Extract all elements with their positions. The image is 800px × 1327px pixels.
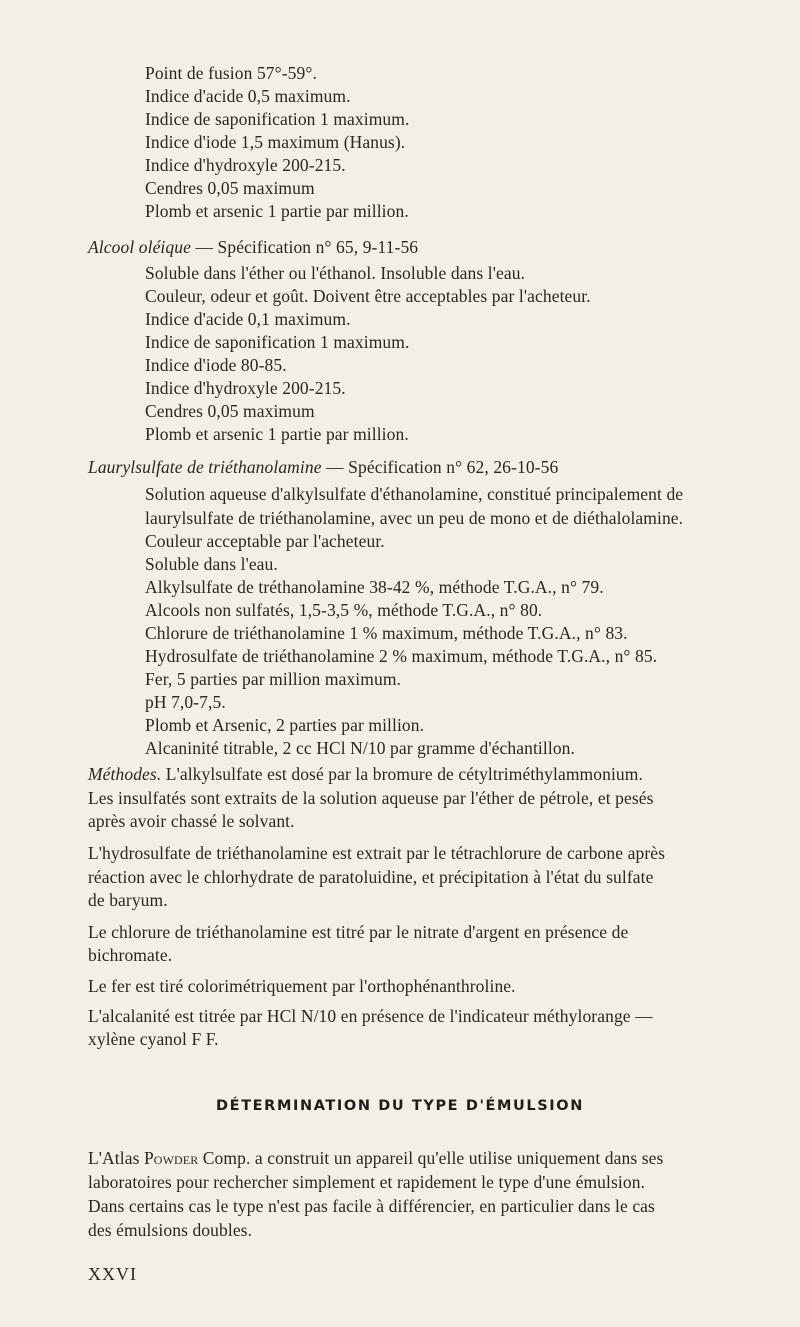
- spec-reference: — Spécification n° 62, 26-10-56: [321, 457, 559, 477]
- section-title: Méthodes.: [88, 764, 162, 784]
- paragraph-line: Le fer est tiré colorimétriquement par l'orthophénanthroline.: [88, 976, 516, 996]
- paragraph-text: L'Atlas: [88, 1148, 144, 1168]
- spec-line: Indice d'iode 1,5 maximum (Hanus).: [145, 132, 406, 152]
- spec-line: Soluble dans l'eau.: [145, 554, 278, 574]
- spec-line: Couleur, odeur et goût. Doivent être acceptables par l'acheteur.: [145, 286, 591, 306]
- paragraph-line: Les insulfatés sont extraits de la solution aqueuse par l'éther de pétrole, et pesés: [88, 788, 654, 808]
- spec-line: Indice d'acide 0,5 maximum.: [145, 86, 351, 106]
- spec-line: pH 7,0-7,5.: [145, 692, 226, 712]
- spec-line: Point de fusion 57°-59°.: [145, 63, 317, 83]
- paragraph-line: L'hydrosulfate de triéthanolamine est extrait par le tétrachlorure de carbone après: [88, 843, 666, 863]
- spec-line: Hydrosulfate de triéthanolamine 2 % maximum, méthode T.G.A., n° 85.: [145, 646, 658, 666]
- spec-line: Indice d'hydroxyle 200-215.: [145, 378, 346, 398]
- spec-line: Alcools non sulfatés, 1,5-3,5 %, méthode T.G.A., n° 80.: [145, 600, 543, 620]
- spec-line: Indice de saponification 1 maximum.: [145, 109, 410, 129]
- spec-line: Couleur acceptable par l'acheteur.: [145, 531, 385, 551]
- spec-line: Alkylsulfate de tréthanolamine 38-42 %, méthode T.G.A., n° 79.: [145, 577, 604, 597]
- paragraph-line: xylène cyanol F F.: [88, 1029, 219, 1049]
- spec-line: Cendres 0,05 maximum: [145, 178, 315, 198]
- section-title-line: [88, 456, 558, 478]
- section-title: Alcool oléique: [88, 237, 191, 257]
- show-through-decoration: [90, 112, 102, 162]
- paragraph-line: laboratoires pour rechercher simplement et rapidement le type d'une émulsion.: [88, 1172, 646, 1192]
- spec-line: Cendres 0,05 maximum: [145, 401, 315, 421]
- spec-reference: — Spécification n° 65, 9-11-56: [190, 237, 419, 257]
- paragraph-text: L'alkylsulfate est dosé par la bromure de cétyltriméthylammonium.: [161, 764, 643, 784]
- spec-line: Soluble dans l'éther ou l'éthanol. Insoluble dans l'eau.: [145, 263, 526, 283]
- paragraph-line: L'alcalanité est titrée par HCl N/10 en présence de l'indicateur méthylorange —: [88, 1006, 653, 1026]
- paragraph-line: après avoir chassé le solvant.: [88, 811, 295, 831]
- spec-line: Indice d'acide 0,1 maximum.: [145, 309, 351, 329]
- methodes-first-line: [88, 763, 643, 785]
- paragraph-text: Comp. a construit un appareil qu'elle utilise uniquement dans ses: [198, 1148, 664, 1168]
- spec-line: Indice de saponification 1 maximum.: [145, 332, 410, 352]
- paragraph-line: bichromate.: [88, 945, 173, 965]
- spec-line: Alcaninité titrable, 2 cc HCl N/10 par gramme d'échantillon.: [145, 738, 575, 758]
- spec-line: Plomb et arsenic 1 partie par million.: [145, 201, 409, 221]
- company-name: Powder: [143, 1148, 199, 1168]
- spec-line: Indice d'iode 80-85.: [145, 355, 287, 375]
- spec-line: Indice d'hydroxyle 200-215.: [145, 155, 346, 175]
- paragraph-line: Le chlorure de triéthanolamine est titré par le nitrate d'argent en présence de: [88, 922, 629, 942]
- section-title: Laurylsulfate de triéthanolamine: [88, 457, 322, 477]
- spec-line: Fer, 5 parties par million maximum.: [145, 669, 402, 689]
- paragraph-line: réaction avec le chlorhydrate de paratoluidine, et précipitation à l'état du sulfate: [88, 867, 654, 887]
- section-heading: DÉTERMINATION DU TYPE D'ÉMULSION: [216, 1098, 584, 1114]
- spec-line: Chlorure de triéthanolamine 1 % maximum, méthode T.G.A., n° 83.: [145, 623, 628, 643]
- spec-line: laurylsulfate de triéthanolamine, avec un peu de mono et de diéthalolamine.: [145, 508, 684, 528]
- paragraph-first-line: [88, 1147, 663, 1169]
- paragraph-line: de baryum.: [88, 890, 168, 910]
- spec-line: Solution aqueuse d'alkylsulfate d'éthanolamine, constitué principalement de: [145, 484, 684, 504]
- section-title-line: [88, 236, 418, 258]
- page-number: XXVI: [88, 1264, 137, 1284]
- spec-line: Plomb et arsenic 1 partie par million.: [145, 424, 409, 444]
- paragraph-line: Dans certains cas le type n'est pas facile à différencier, en particulier dans le cas: [88, 1196, 655, 1216]
- paragraph-line: des émulsions doubles.: [88, 1220, 253, 1240]
- spec-line: Plomb et Arsenic, 2 parties par million.: [145, 715, 425, 735]
